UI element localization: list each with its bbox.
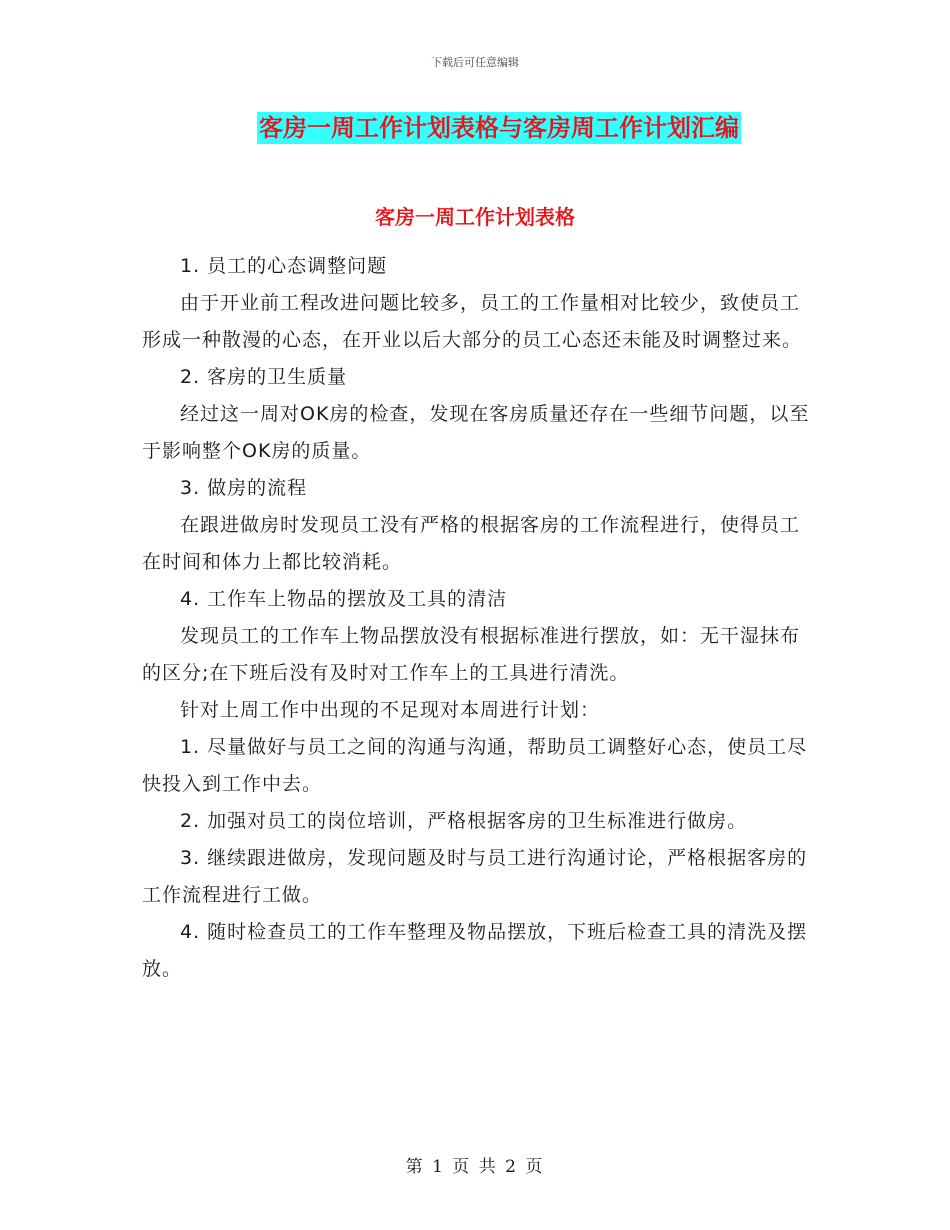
paragraph-heading-2: 2. 客房的卫生质量: [180, 366, 348, 388]
plan-item-4: 4. 随时检查员工的工作车整理及物品摆放，下班后检查工具的清洗及摆放。: [142, 921, 808, 980]
section-title: 客房一周工作计划表格: [375, 205, 575, 229]
main-title: 客房一周工作计划表格与客房周工作计划汇编: [259, 113, 739, 142]
document-body: [142, 248, 810, 988]
plan-item-1: 1. 尽量做好与员工之间的沟通与沟通，帮助员工调整好心态，使员工尽快投入到工作中去。: [142, 736, 808, 795]
paragraph-heading-1: 1. 员工的心态调整问题: [180, 255, 388, 277]
plan-item-2: 2. 加强对员工的岗位培训，严格根据客房的卫生标准进行做房。: [180, 810, 748, 832]
main-title-container: [0, 112, 950, 144]
paragraph: 在跟进做房时发现员工没有严格的根据客房的工作流程进行，使得员工在时间和体力上都比较消耗。: [142, 514, 801, 573]
paragraph: 发现员工的工作车上物品摆放没有根据标准进行摆放，如：无干湿抹布的区分;在下班后没有及时对工作车上的工具进行清洗。: [142, 625, 801, 684]
paragraph-heading-3: 3. 做房的流程: [180, 477, 308, 499]
header-note: 下载后可任意编辑: [431, 56, 519, 69]
paragraph: 经过这一周对OK房的检查，发现在客房质量还存在一些细节问题，以至于影响整个OK房的质量。: [142, 403, 810, 462]
plan-item-3: 3. 继续跟进做房，发现问题及时与员工进行沟通讨论，严格根据客房的工作流程进行工做。: [142, 847, 808, 906]
plan-intro: 针对上周工作中出现的不足现对本周进行计划：: [180, 699, 601, 721]
page-footer: 第 1 页 共 2 页: [405, 1157, 545, 1177]
paragraph: 由于开业前工程改进问题比较多，员工的工作量相对比较少，致使员工形成一种散漫的心态，在开业以后大部分的员工心态还未能及时调整过来。: [142, 292, 803, 351]
paragraph-heading-4: 4. 工作车上物品的摆放及工具的清洁: [180, 588, 508, 610]
